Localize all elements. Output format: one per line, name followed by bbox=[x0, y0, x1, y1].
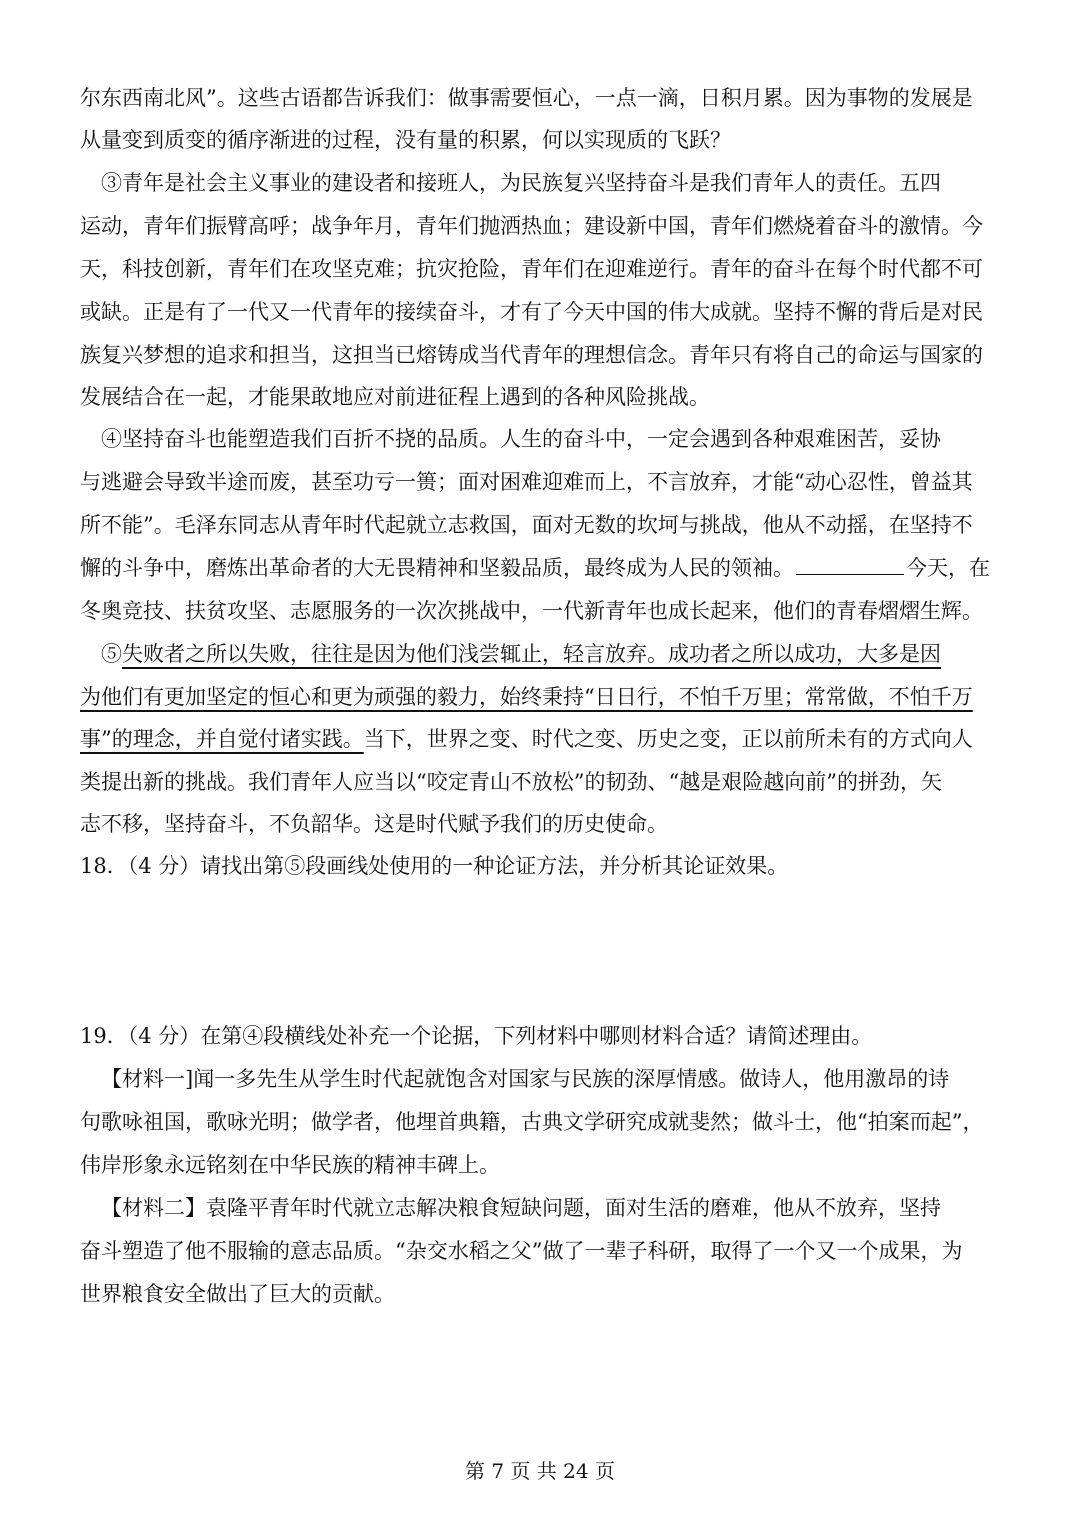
paragraph-3-line: 天，科技创新，青年们在攻坚克难；抗灾抢险，青年们在迎难逆行。青年的奋斗在每个时代都不可 bbox=[80, 257, 983, 281]
paragraph-4-text: 今天，在 bbox=[906, 556, 990, 580]
underlined-text: 事”的理念，并自觉付诸实践。 bbox=[80, 727, 364, 751]
paragraph-3-line: ③青年是社会主义事业的建设者和接班人，为民族复兴坚持奋斗是我们青年人的责任。五四 bbox=[101, 171, 941, 195]
underlined-text: 为他们有更加坚定的恒心和更为顽强的毅力，始终秉持“日日行，不怕千万里；常常做，不怕千万 bbox=[80, 685, 973, 709]
material-1-line: 伟岸形象永远铭刻在中华民族的精神丰碑上。 bbox=[80, 1153, 500, 1177]
paragraph-5-line bbox=[80, 718, 1005, 760]
text-line: 尔东西南北风”。这些古语都告诉我们：做事需要恒心，一点一滴，日积月累。因为事物的发展是 bbox=[80, 86, 973, 110]
paragraph-5-line bbox=[80, 676, 1005, 718]
paragraph-4-line: 冬奥竞技、扶贫攻坚、志愿服务的一次次挑战中，一代新青年也成长起来，他们的青春熠熠生辉。 bbox=[80, 599, 983, 623]
paragraph-4-line: ④坚持奋斗也能塑造我们百折不挠的品质。人生的奋斗中，一定会遇到各种艰难困苦，妥协 bbox=[101, 427, 941, 451]
question-19: 19．（4 分）在第④段横线处补充一个论据，下列材料中哪则材料合适？请简述理由。 bbox=[80, 1024, 873, 1048]
material-2-line: 世界粮食安全做出了巨大的贡献。 bbox=[80, 1282, 395, 1306]
paragraph-5-line: 志不移，坚持奋斗，不负韶华。这是时代赋予我们的历史使命。 bbox=[80, 812, 668, 836]
material-2-line: 【材料二】袁隆平青年时代就立志解决粮食短缺问题，面对生活的磨难，他从不放弃，坚持 bbox=[101, 1196, 941, 1220]
paragraph-4-line: 与逃避会导致半途而废，甚至功亏一篑；面对困难迎难而上，不言放弃，才能“动心忍性，曾益其 bbox=[80, 470, 973, 494]
page-number: 第 7 页 共 24 页 bbox=[465, 1459, 615, 1483]
answer-blank[interactable] bbox=[796, 552, 904, 575]
paragraph-5-line bbox=[101, 633, 1005, 675]
paragraph-4-text: 懈的斗争中，磨炼出革命者的大无畏精神和坚毅品质，最终成为人民的领袖。 bbox=[80, 556, 794, 580]
paragraph-4-line bbox=[80, 547, 1005, 589]
paragraph-5-text: 当下，世界之变、时代之变、历史之变，正以前所未有的方式向人 bbox=[363, 727, 973, 751]
underlined-text: 失败者之所以失败，往往是因为他们浅尝辄止，轻言放弃。成功者之所以成功，大多是因 bbox=[122, 642, 941, 666]
paragraph-3-line: 族复兴梦想的追求和担当，这担当已熔铸成当代青年的理想信念。青年只有将自己的命运与国家的 bbox=[80, 343, 983, 367]
material-1-line: 句歌咏祖国，歌咏光明；做学者，他埋首典籍，古典文学研究成就斐然；做斗士，他“拍案而起”， bbox=[80, 1110, 984, 1134]
paragraph-3-line: 发展结合在一起，才能果敢地应对前进征程上遇到的各种风险挑战。 bbox=[80, 385, 710, 409]
paragraph-4-line: 所不能”。毛泽东同志从青年时代起就立志救国，面对无数的坎坷与挑战，他从不动摇，在坚持不 bbox=[80, 513, 973, 537]
paragraph-5-number: ⑤ bbox=[101, 642, 122, 666]
paragraph-3-line: 或缺。正是有了一代又一代青年的接续奋斗，才有了今天中国的伟大成就。坚持不懈的背后是对民 bbox=[80, 300, 983, 324]
paragraph-3-line: 运动，青年们振臂高呼；战争年月，青年们抛洒热血；建设新中国，青年们燃烧着奋斗的激情。今 bbox=[80, 214, 983, 238]
paragraph-5-line: 类提出新的挑战。我们青年人应当以“咬定青山不放松”的韧劲、“越是艰险越向前”的拼劲，矢 bbox=[80, 770, 942, 794]
material-2-line: 奋斗塑造了他不服输的意志品质。“杂交水稻之父”做了一辈子科研，取得了一个又一个成果，为 bbox=[80, 1239, 963, 1263]
text-line: 从量变到质变的循序渐进的过程，没有量的积累，何以实现质的飞跃？ bbox=[80, 128, 731, 152]
material-1-line: 【材料一]闻一多先生从学生时代起就饱含对国家与民族的深厚情感。做诗人，他用激昂的诗 bbox=[101, 1067, 950, 1091]
question-18: 18．（4 分）请找出第⑤段画线处使用的一种论证方法，并分析其论证效果。 bbox=[80, 854, 789, 878]
